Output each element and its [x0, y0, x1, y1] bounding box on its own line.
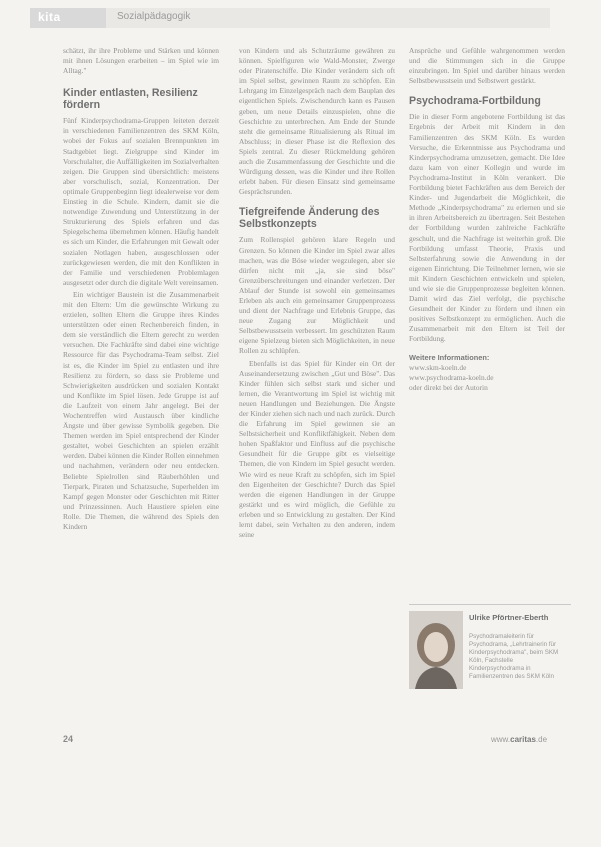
author-box — [409, 604, 571, 699]
column-3 — [409, 46, 565, 393]
info-title: Weitere Informationen: — [409, 352, 490, 362]
paragraph: Fünf Kinderpsychodrama-Gruppen leiteten derzeit in verschiedenen Familienzentren des SKM Köln, wobei der Fokus auf sozialen Brennpunkten im Stadtgebiet liegt. Zielgruppe sind Kinder im Vorschulalter, die Auffälligkeiten im Sozialverhalten zeigen. Die Gruppen sind übersichtlich: meistens aber vorschulisch, sozial, Konzentration. Der optimale Gruppenbeginn liegt idealerweise vor dem Einstieg in die Schule. Kindern, damit sie die notwendige Zuwendung und Unterstützung in der Strukturierung des Spiels erfahren und das Spiegelschema übernehmen können. Häufig handelt es sich um Kinder, die Erfahrungen mit Gewalt oder sozialen Notlagen haben, ausgeschlossen oder zurückgewiesen werden, die mit den Konflikten in der Familie und verschiedenen Problemlagen ausgesetzt oder durch die digitale Welt vereinsamen. — [63, 116, 219, 287]
section-heading: Kinder entlasten, Resilienz fördern — [63, 87, 198, 112]
section-tag — [30, 8, 106, 28]
author-name: Ulrike Pförtner-Eberth — [469, 613, 549, 622]
header-bar — [30, 8, 550, 28]
paragraph: schätzt, ihr ihre Probleme und Stärken und können mit ihnen Lösungen erarbeiten – im Spiel wie im Alltag." — [63, 46, 219, 76]
page-number: 24 — [63, 734, 74, 744]
section-title: Sozialpädagogik — [117, 11, 191, 22]
paragraph: Die in dieser Form angebotene Fortbildung ist das Ergebnis der Arbeit mit Kindern in den Familienzentren des SKM Köln. Es wurden Versuche, die Erkenntnisse aus Psychodrama und Kinderpsychodrama umzusetzen, gemacht. Die Idee dazu kam von einer Kollegin und wurde im Psychodrama-Institut in Köln verankert. Die Fortbildung bietet Fachkräften aus dem Bereich der Kinder- und Jugendarbeit die Möglichkeit, die Methode „Kinderpsychodrama" zu erlernen und sie in ihren Arbeitsbereich zu übertragen. Seit Bestehen der Fortbildung wurden zahlreiche Fachkräfte geschult, und die Nachfrage ist weiterhin groß. Die Fortbildung umfasst Theorie, Praxis und Selbsterfahrung sowie die Anwendung in der eigenen Einrichtung. Die Teilnehmer lernen, wie sie mit Kindern Geschichten entwickeln und spielen, und wie sie die Gruppenprozesse begleiten können. Damit wird das Ziel verfolgt, die psychische Gesundheit der Kinder zu fördern und ihnen ein positives Selbstkonzept zu ermöglichen. Auch die Zusammenarbeit mit den Eltern ist Teil der Fortbildung. — [409, 112, 565, 344]
column-2 — [239, 46, 395, 542]
footer-url-brand: caritas — [510, 735, 536, 744]
paragraph: Ansprüche und Gefühle wahrgenommen werden und die Stimmungen sich in die Gruppe einzubringen. Im Spiel und darüber hinaus werden Selbstbewusstsein und Selbstwert gestärkt. — [409, 46, 565, 86]
paragraph: Ein wichtiger Baustein ist die Zusammenarbeit mit den Eltern: Um die gewünschte Wirkung zu erzielen, sollten Eltern die Gruppe ihres Kindes unterstützen oder einen Rechenbereich finden, in dem sie verständlich die Eltern gerecht zu werden versuchen. Die Fachkräfte sind dabei eine wichtige Ressource für das Psychodrama-Team selbst. Ziel ist es, die Kinder im Spiel zu entlasten und ihre Resilienz zu fördern, so dass sie Probleme und Schwierigkeiten ausdrücken und sozialen Kontakt und Konflikte im Spiel lösen. Jede Gruppe ist auf die Laufzeit von einem Jahr angelegt. Bei der Wochentreffen wird Austausch über kindliche Ängste und über gewisse Symbolik gegeben. Die Themen werden im Spiel entsprechend der Kinder gestaltet, wobei Geschichten an spielen erzählt werden. Dabei können die Kinder Rollen einnehmen und nachahmen, verändern oder neu entdecken. Beliebte Spielrollen sind Räuberhöhlen und Tierpark, Piraten und Schatzsuche, Superhelden im Kampf gegen Monster oder Geschichten mit Ritter und Prinzessinnen. Auch Haustiere spielen eine Rolle. Die Themen, die während des Spiels den Kindern — [63, 289, 219, 532]
info-link[interactable]: www.skm-koeln.de — [409, 362, 467, 372]
info-link[interactable]: www.psychodrama-koeln.de — [409, 372, 494, 382]
paragraph: von Kindern und als Schutzräume gewähren zu können. Spielfiguren wie Wald-Monster, Zwerge oder Piratenschiffe. Die Kinder verändern sich oft im Spiel selbst, gewinnen Raum zu schöpfen. Ein Lehrgang im Einzelgespräch nach dem Bauplan des eigentlichen Spiels. Zwischendurch kann es Pausen geben, um neue Details einzuspielen, ohne die Geschichte zu unterbrechen. Am Ende der Stunde steht die gemeinsame Ritualisierung als Ritual im Abschluss; in dieser Phase ist die Reflexion des Spiels zentral. Zu dieser Rückmeldung gehören auch die Zusammenfassung der Geschichte und die Würdigung dessen, was die Kinder und ihre Rollen erlebt haben. Für diesen Einsatz sind gemeinsame Gesprächsrunden. — [239, 46, 395, 197]
footer-url-prefix: www. — [491, 735, 511, 744]
paragraph: Ebenfalls ist das Spiel für Kinder ein Ort der Auseinandersetzung zwischen „Gut und Böse". Das Kinder fühlen sich selbst stark und sicher und lernen, die Verantwortung im Spiel ist wichtig mit neuen Handlungen und Beziehungen. Die Ängste der Kinder ziehen sich nach und nach zurück. Durch die Erfahrung im Spiel gewinnen sie an Selbstsicherheit und Konfliktfähigkeit. Neben dem hohen Spaßfaktor und Einfluss auf die psychische Gesundheit für die Gruppe gibt es vielseitige Themen, die von Kindern im Spiel gesucht werden. Wie wird es neue Kraft zu schöpfen, sich im Spiel den Eigenheiten der Geschichte? Durch das Spiel werden die eigenen Handlungen in der Gruppe gestärkt und es wird möglich, die Gefühle zu erleben und so Entwicklung zu gestalten. Der Kind lernt dabei, sein Verhalten zu den anderen, indem seine — [239, 358, 395, 540]
section-tag-label: kita — [38, 10, 61, 24]
paragraph: Zum Rollenspiel gehören klare Regeln und Grenzen. So können die Kinder im Spiel zwar alles machen, was die Böse wieder wegzulegen, aber sie dürfen nicht mit „ja, sie sind böse" Grenzüberschreitungen und einander verletzen. Der Ablauf der Stunde ist sowohl ein gemeinsames Erleben als auch ein gemeinsamer Gruppenprozess und dient der Nachfrage und Erlebnis Gruppe, das neue Zugang zur Möglichkeit und Selbstbewusstsein verbessert. Im geschützten Raum eigene Spielzeug bieten sich Möglichkeiten, in neue Rollen zu schlüpfen. — [239, 235, 395, 356]
author-bio: Psychodramaleiterin für Psychodrama, „Lehrtrainerin für Kinderpsychodrama", beim SKM Köln, Fachstelle Kinderpsychodrama in Familienzentren des SKM Köln — [469, 633, 559, 680]
footer-url[interactable] — [491, 735, 547, 744]
footer-url-suffix: .de — [535, 735, 548, 744]
author-photo — [409, 611, 463, 689]
info-note: oder direkt bei der Autorin — [409, 382, 488, 392]
section-heading: Tiefgreifende Änderung des Selbstkonzepts — [239, 206, 380, 231]
section-heading: Psychodrama-Fortbildung — [409, 95, 541, 108]
column-1 — [63, 46, 219, 534]
